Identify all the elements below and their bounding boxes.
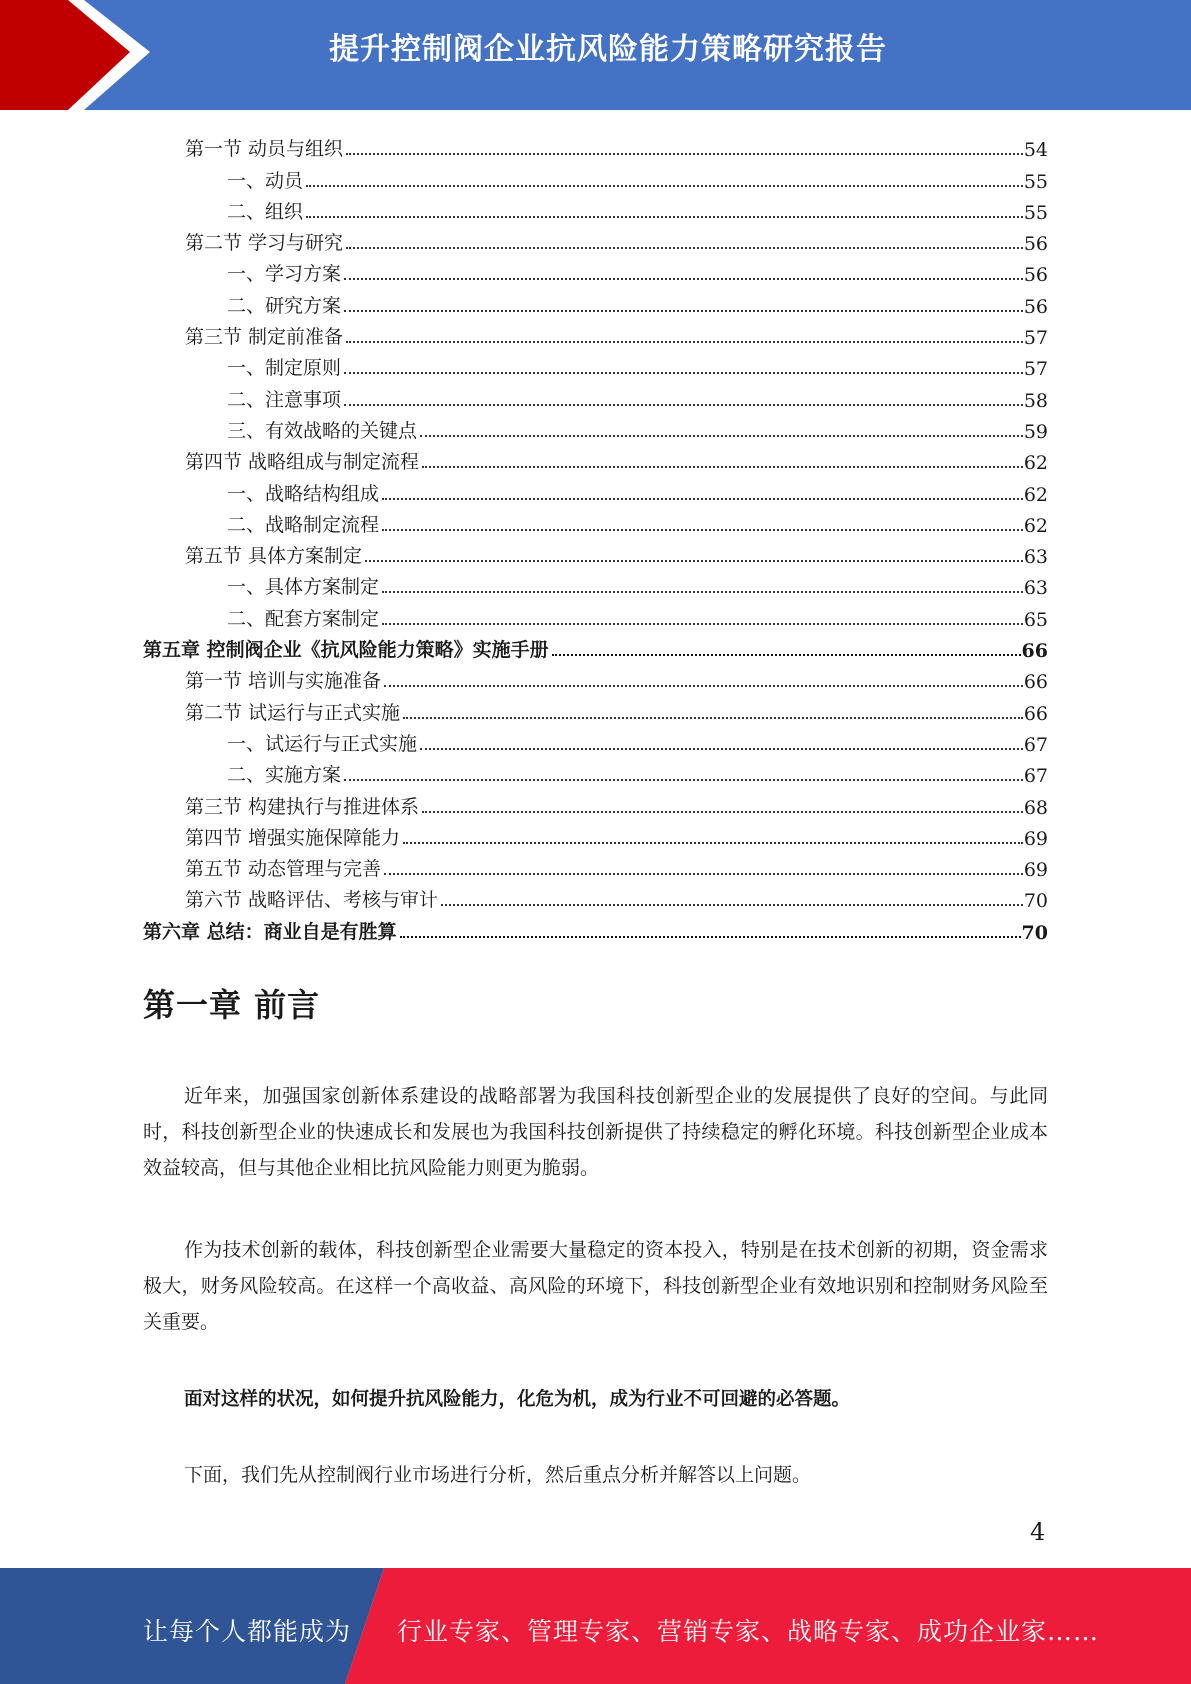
toc-entry[interactable]	[143, 756, 1048, 787]
toc-entry-label: 第二节 学习与研究	[185, 232, 344, 255]
toc-entry[interactable]	[143, 662, 1048, 693]
toc-leader-dots	[400, 936, 1021, 938]
toc-entry-page: 54	[1023, 139, 1048, 162]
toc-entry[interactable]	[143, 161, 1048, 192]
toc-entry[interactable]	[143, 193, 1048, 224]
toc-entry-page: 56	[1023, 295, 1048, 318]
toc-entry[interactable]	[143, 568, 1048, 599]
toc-entry[interactable]	[143, 474, 1048, 505]
toc-leader-dots	[346, 247, 1023, 249]
toc-leader-dots	[384, 873, 1023, 875]
toc-entry-page: 55	[1023, 201, 1048, 224]
toc-leader-dots	[384, 685, 1023, 687]
toc-entry-label: 一、具体方案制定	[227, 576, 380, 599]
toc-entry-page: 62	[1023, 514, 1048, 537]
toc-entry-page: 67	[1023, 765, 1048, 788]
toc-entry-page: 63	[1023, 546, 1048, 569]
toc-entry-label: 一、制定原则	[227, 357, 342, 380]
toc-entry[interactable]	[143, 881, 1048, 912]
toc-entry[interactable]	[143, 443, 1048, 474]
toc-leader-dots	[441, 904, 1023, 906]
toc-entry-label: 二、战略制定流程	[227, 513, 380, 536]
toc-entry[interactable]	[143, 349, 1048, 380]
toc-entry[interactable]	[143, 506, 1048, 537]
toc-leader-dots	[382, 498, 1023, 500]
toc-entry[interactable]	[143, 255, 1048, 286]
toc-entry-page: 55	[1023, 170, 1048, 193]
toc-entry-page: 70	[1023, 890, 1048, 913]
toc-entry-page: 68	[1023, 796, 1048, 819]
toc-leader-dots	[422, 466, 1023, 468]
toc-entry[interactable]	[143, 693, 1048, 724]
toc-leader-dots	[403, 842, 1023, 844]
toc-leader-dots	[344, 404, 1023, 406]
toc-entry-label: 第三节 构建执行与推进体系	[185, 795, 420, 818]
toc-entry-label: 第五章 控制阀企业《抗风险能力策略》实施手册	[143, 639, 549, 662]
toc-entry-page: 57	[1023, 358, 1048, 381]
toc-entry-page: 65	[1023, 608, 1048, 631]
toc-entry[interactable]	[143, 286, 1048, 317]
paragraph-3-emphasis: 面对这样的状况，如何提升抗风险能力，化危为机，成为行业不可回避的必答题。	[184, 1389, 851, 1410]
page-number: 4	[1030, 1518, 1046, 1546]
toc-entry[interactable]	[143, 850, 1048, 881]
toc-entry-label: 一、学习方案	[227, 263, 342, 286]
toc-entry-page: 56	[1023, 264, 1048, 287]
toc-entry-label: 第六章 总结：商业自是有胜算	[143, 920, 397, 943]
toc-entry[interactable]	[143, 819, 1048, 850]
toc-entry-page: 56	[1023, 233, 1048, 256]
toc-entry-page: 66	[1021, 640, 1048, 663]
toc-leader-dots	[346, 341, 1023, 343]
toc-entry-label: 二、配套方案制定	[227, 607, 380, 630]
table-of-contents	[143, 130, 1048, 944]
toc-leader-dots	[382, 591, 1023, 593]
toc-entry[interactable]	[143, 725, 1048, 756]
toc-entry-label: 一、试运行与正式实施	[227, 732, 418, 755]
toc-entry-page: 69	[1023, 859, 1048, 882]
toc-entry[interactable]	[143, 599, 1048, 630]
toc-entry[interactable]	[143, 412, 1048, 443]
toc-entry-label: 第四节 战略组成与制定流程	[185, 451, 420, 474]
toc-leader-dots	[346, 153, 1023, 155]
toc-entry-page: 67	[1023, 733, 1048, 756]
toc-entry-label: 二、组织	[227, 200, 304, 223]
toc-leader-dots	[403, 717, 1023, 719]
toc-entry-page: 70	[1021, 921, 1048, 944]
toc-entry-label: 第三节 制定前准备	[185, 326, 344, 349]
toc-entry-page: 58	[1023, 389, 1048, 412]
toc-leader-dots	[422, 811, 1023, 813]
toc-entry[interactable]	[143, 224, 1048, 255]
toc-entry[interactable]	[143, 537, 1048, 568]
footer-slogan-right: 行业专家、管理专家、营销专家、战略专家、成功企业家……	[397, 1617, 1100, 1646]
toc-leader-dots	[306, 185, 1023, 187]
toc-entry[interactable]	[143, 380, 1048, 411]
toc-entry-label: 第五节 具体方案制定	[185, 545, 363, 568]
toc-leader-dots	[382, 529, 1023, 531]
toc-leader-dots	[306, 216, 1023, 218]
toc-entry-label: 第一节 培训与实施准备	[185, 670, 382, 693]
toc-entry-label: 二、实施方案	[227, 764, 342, 787]
toc-leader-dots	[420, 748, 1023, 750]
toc-entry-page: 62	[1023, 452, 1048, 475]
toc-entry-page: 69	[1023, 827, 1048, 850]
toc-leader-dots	[344, 779, 1023, 781]
toc-entry[interactable]	[143, 130, 1048, 161]
toc-entry-label: 第四节 增强实施保障能力	[185, 826, 401, 849]
toc-entry[interactable]	[143, 631, 1048, 662]
toc-leader-dots	[420, 435, 1023, 437]
toc-entry-page: 62	[1023, 483, 1048, 506]
toc-entry-page: 63	[1023, 577, 1048, 600]
toc-entry-page: 59	[1023, 420, 1048, 443]
toc-entry-page: 57	[1023, 327, 1048, 350]
toc-entry[interactable]	[143, 318, 1048, 349]
chapter-heading: 第一章 前言	[143, 986, 321, 1024]
paragraph-4: 下面，我们先从控制阀行业市场进行分析，然后重点分析并解答以上问题。	[184, 1464, 812, 1486]
paragraph-1: 近年来，加强国家创新体系建设的战略部署为我国科技创新型企业的发展提供了良好的空间。与此同时，科技创新型企业的快速成长和发展也为我国科技创新提供了持续稳定的孵化环境。科技创新型企业成本效益较高，但与其他企业相比抗风险能力则更为脆弱。	[143, 1085, 1048, 1179]
toc-entry-label: 二、研究方案	[227, 294, 342, 317]
toc-leader-dots	[344, 372, 1023, 374]
footer-slogan-left: 让每个人都能成为	[143, 1617, 352, 1646]
toc-leader-dots	[382, 623, 1023, 625]
toc-entry-page: 66	[1023, 671, 1048, 694]
toc-leader-dots	[344, 310, 1023, 312]
toc-entry-label: 第五节 动态管理与完善	[185, 858, 382, 881]
toc-leader-dots	[365, 560, 1023, 562]
paragraph-2: 作为技术创新的载体，科技创新型企业需要大量稳定的资本投入，特别是在技术创新的初期，资金需求极大，财务风险较高。在这样一个高收益、高风险的环境下，科技创新型企业有效地识别和控制财务风险至关重要。	[143, 1239, 1048, 1333]
toc-entry-label: 第六节 战略评估、考核与审计	[185, 889, 439, 912]
toc-entry-label: 第二节 试运行与正式实施	[185, 701, 401, 724]
toc-entry-label: 二、注意事项	[227, 388, 342, 411]
toc-leader-dots	[344, 278, 1023, 280]
document-title: 提升控制阀企业抗风险能力策略研究报告	[329, 32, 887, 67]
toc-entry-label: 一、动员	[227, 169, 304, 192]
toc-entry-label: 一、战略结构组成	[227, 482, 380, 505]
toc-entry-page: 66	[1023, 702, 1048, 725]
toc-entry[interactable]	[143, 912, 1048, 943]
toc-entry-label: 第一节 动员与组织	[185, 138, 344, 161]
toc-entry-label: 三、有效战略的关键点	[227, 419, 418, 442]
toc-leader-dots	[552, 654, 1021, 656]
toc-entry[interactable]	[143, 787, 1048, 818]
